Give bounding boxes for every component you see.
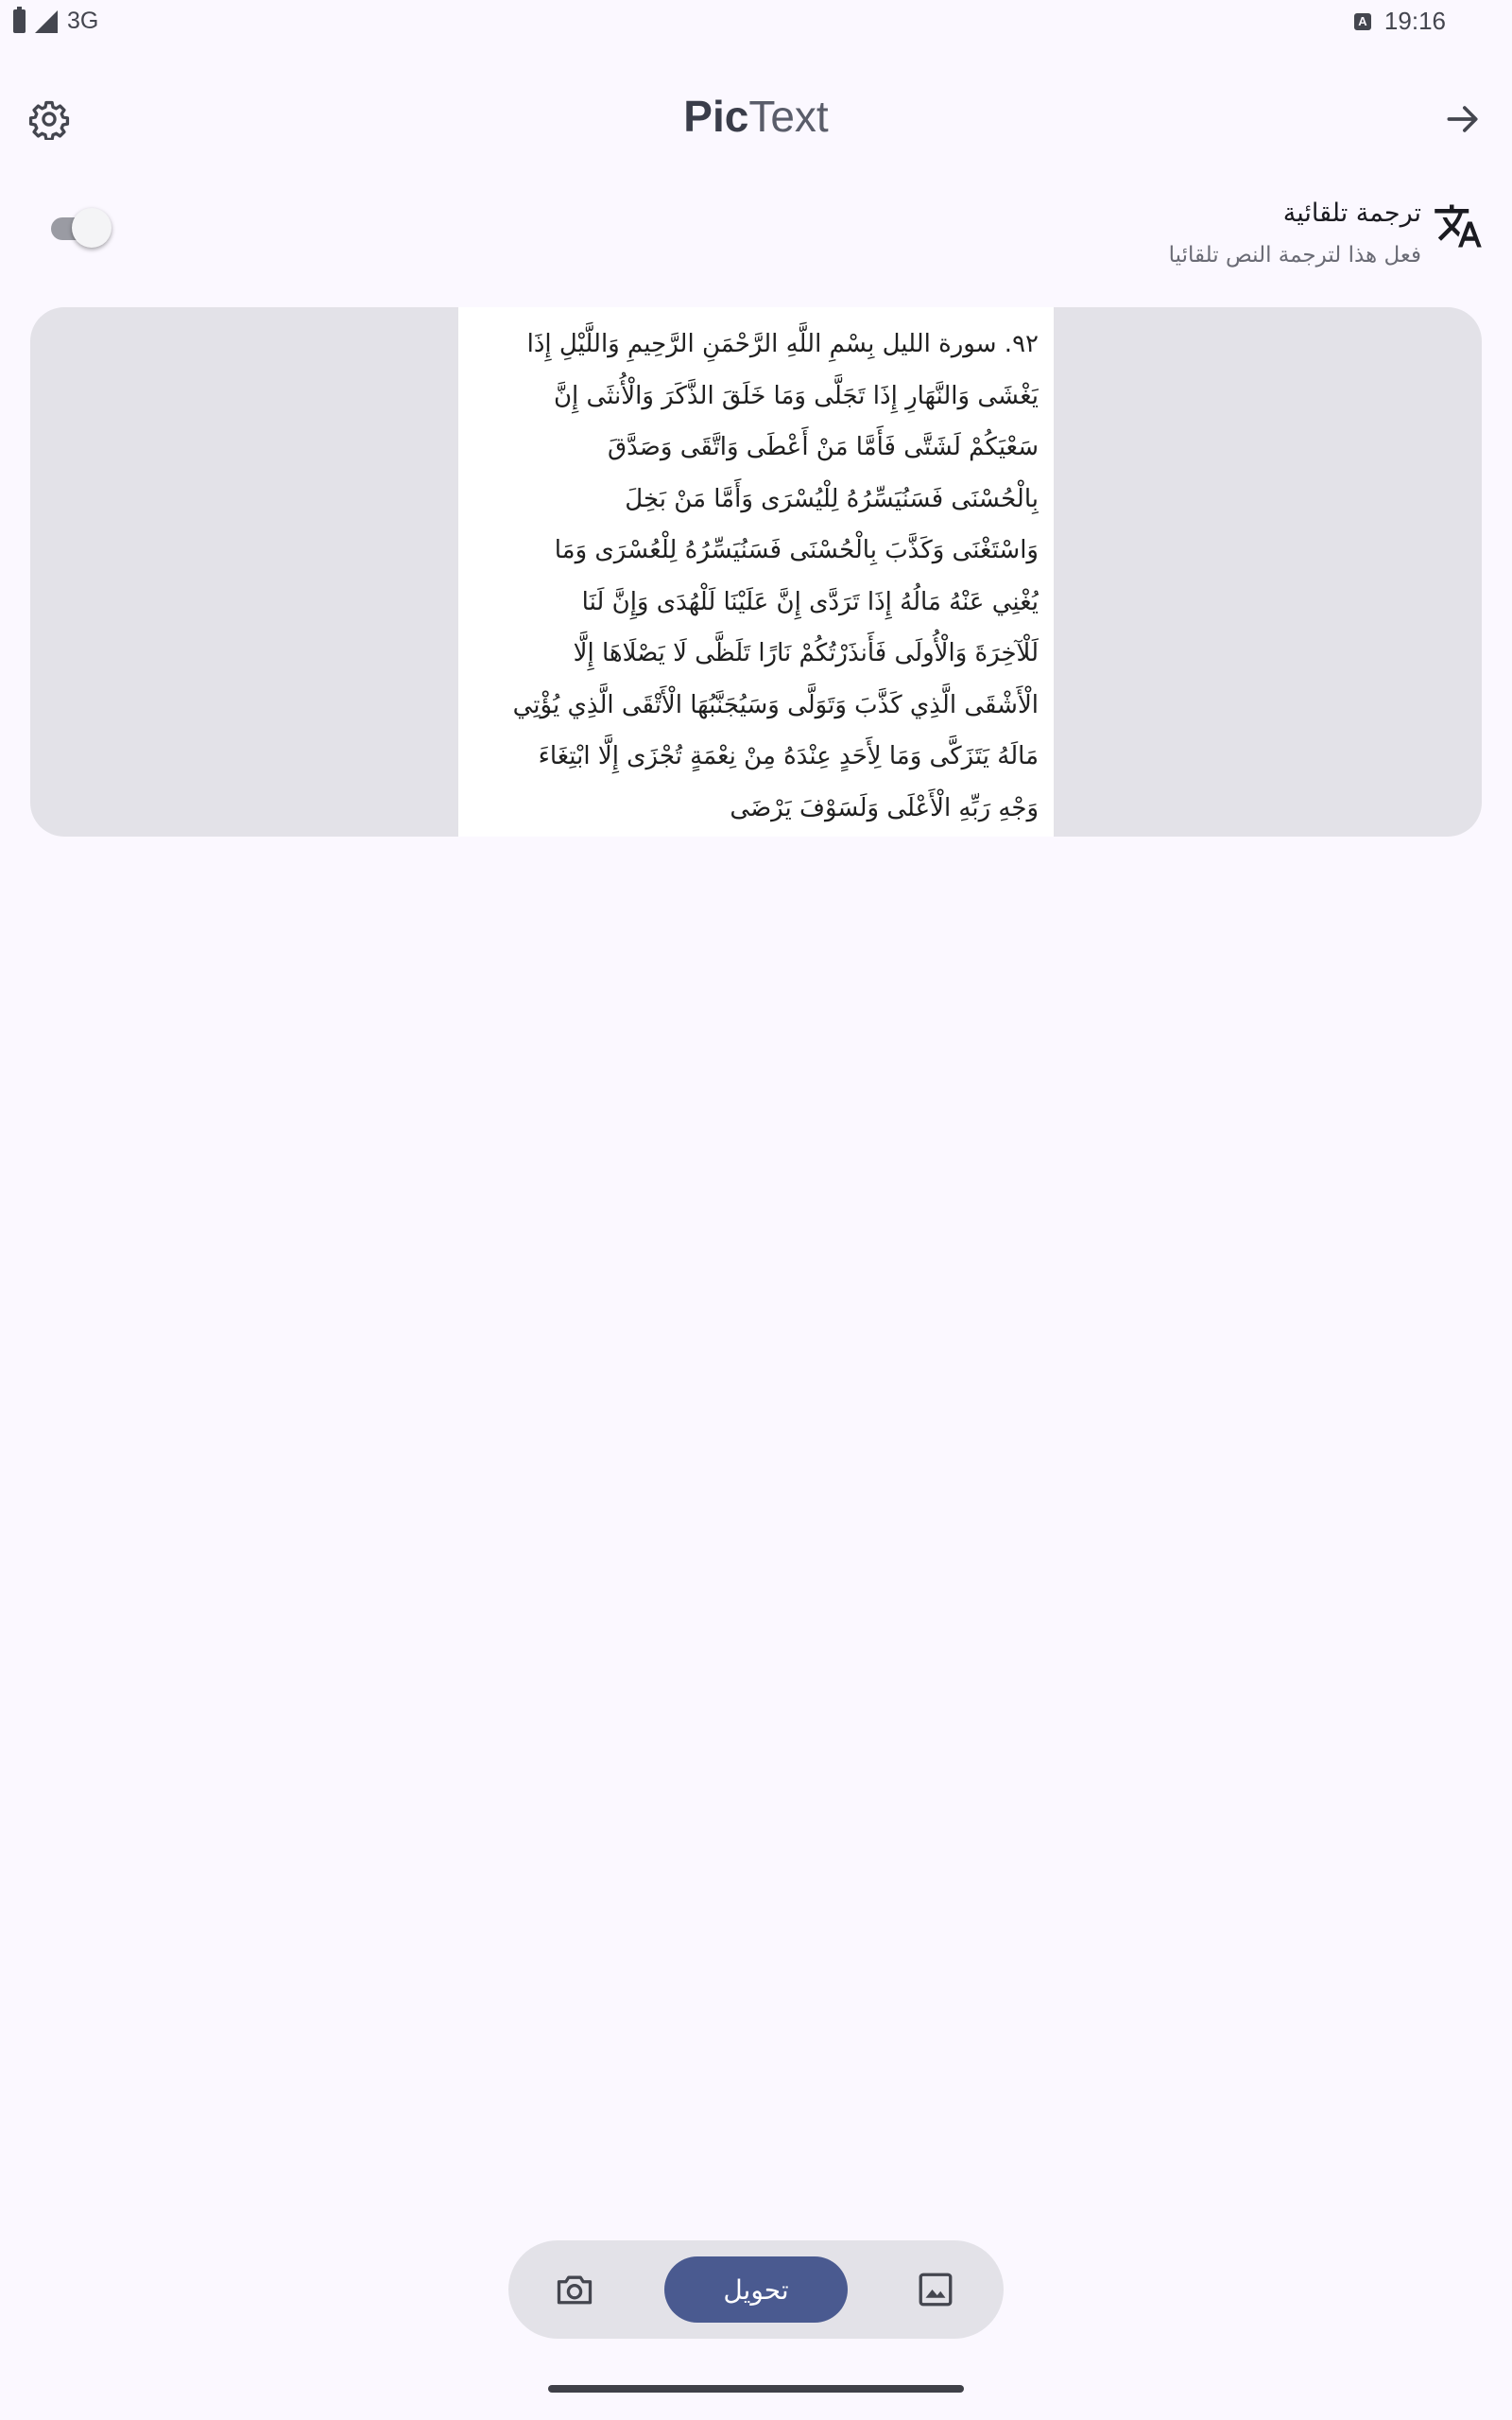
battery-icon bbox=[13, 9, 26, 33]
scan-line: مَالَهُ يَتَزَكَّى وَمَا لِأَحَدٍ عِنْدَهُ مِنْ نِعْمَةٍ تُجْزَى إِلَّا ابْتِغَاءَ bbox=[538, 742, 1039, 770]
auto-translate-toggle[interactable] bbox=[49, 208, 113, 246]
network-type: 3G bbox=[67, 8, 99, 34]
image-preview-card bbox=[30, 307, 1482, 837]
scan-line: يَغْشَى وَالنَّهَارِ إِذَا تَجَلَّى وَمَا خَلَقَ الذَّكَرَ وَالْأُنثَى إِنَّ bbox=[553, 381, 1039, 410]
status-bar bbox=[0, 0, 1512, 45]
scan-line: لَلْآخِرَةَ وَالْأُولَى فَأَنذَرْتُكُمْ نَارًا تَلَظَّى لَا يَصْلَاهَا إِلَّا bbox=[573, 639, 1039, 667]
scanned-image bbox=[458, 307, 1054, 837]
camera-icon bbox=[554, 2269, 595, 2310]
signal-icon bbox=[35, 10, 58, 33]
home-indicator[interactable] bbox=[548, 2385, 964, 2393]
status-right bbox=[1354, 7, 1446, 36]
app-title-light: Text bbox=[748, 92, 829, 141]
scan-line: يُغْنِي عَنْهُ مَالُهُ إِذَا تَرَدَّى إِنَّ عَلَيْنَا لَلْهُدَى وَإِنَّ لَنَا bbox=[581, 587, 1039, 616]
clock: 19:16 bbox=[1383, 7, 1446, 35]
scan-line: سَعْيَكُمْ لَشَتَّى فَأَمَّا مَنْ أَعْطَى وَاتَّقَى وَصَدَّقَ bbox=[607, 433, 1039, 461]
arrow-right-icon bbox=[1442, 98, 1484, 140]
bottom-action-bar bbox=[508, 2240, 1004, 2339]
scan-line: ٩٢. سورة الليل بِسْمِ اللَّهِ الرَّحْمَنِ الرَّحِيمِ وَاللَّيْلِ إِذَا bbox=[526, 330, 1039, 358]
auto-translate-text bbox=[1169, 195, 1421, 272]
auto-translate-subtitle: فعل هذا لترجمة النص تلقائيا bbox=[1168, 243, 1421, 268]
gallery-button[interactable] bbox=[907, 2261, 964, 2318]
app-title bbox=[0, 91, 1512, 142]
scan-line: وَجْهِ رَبِّهِ الْأَعْلَى وَلَسَوْفَ يَرْضَى bbox=[730, 793, 1039, 822]
scan-line: وَاسْتَغْنَى وَكَذَّبَ بِالْحُسْنَى فَسَنُيَسِّرُهُ لِلْعُسْرَى وَمَا bbox=[554, 536, 1039, 564]
status-left bbox=[13, 8, 98, 35]
translate-icon bbox=[1433, 200, 1484, 251]
convert-button[interactable]: تحويل bbox=[664, 2256, 848, 2323]
keyboard-indicator-icon: A bbox=[1354, 13, 1371, 30]
toggle-thumb bbox=[72, 208, 112, 248]
auto-translate-row bbox=[0, 189, 1512, 284]
forward-button[interactable] bbox=[1435, 91, 1491, 147]
image-icon bbox=[916, 2270, 955, 2309]
scan-line: الْأَشْقَى الَّذِي كَذَّبَ وَتَوَلَّى وَسَيُجَنَّبُهَا الْأَتْقَى الَّذِي يُؤْتِي bbox=[512, 690, 1039, 719]
auto-translate-title: ترجمة تلقائية bbox=[1282, 199, 1421, 228]
app-title-bold: Pic bbox=[683, 92, 749, 141]
app-bar bbox=[0, 76, 1512, 151]
camera-button[interactable] bbox=[546, 2261, 603, 2318]
scan-line: بِالْحُسْنَى فَسَنُيَسِّرُهُ لِلْيُسْرَى وَأَمَّا مَنْ بَخِلَ bbox=[625, 484, 1039, 513]
